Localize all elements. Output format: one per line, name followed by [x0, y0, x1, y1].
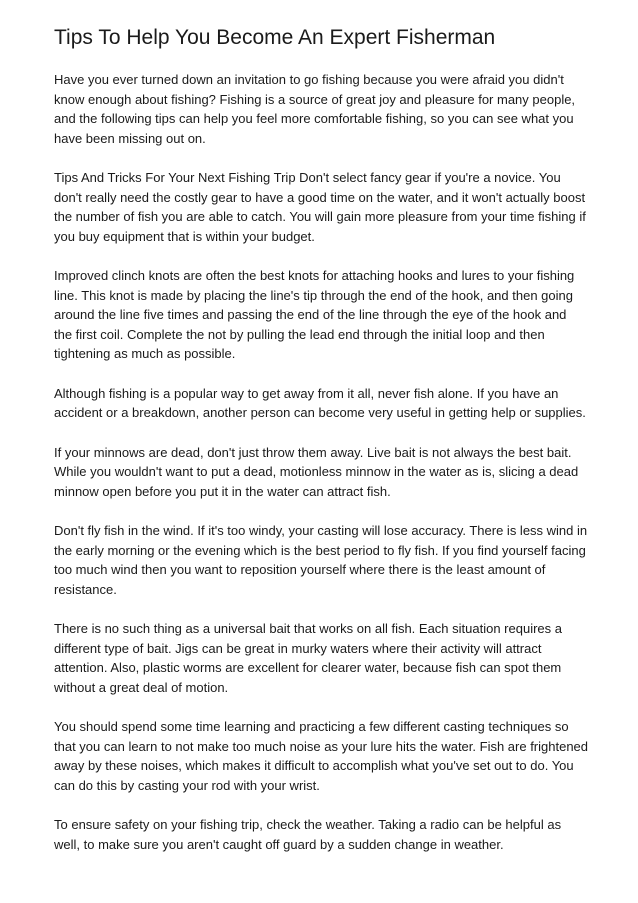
paragraph-weather: To ensure safety on your fishing trip, check the weather. Taking a radio can be helpful as well, to make sure you aren't caught off guard by a sudden change in weather.: [54, 817, 562, 852]
document-title: Tips To Help You Become An Expert Fisherman: [54, 26, 496, 49]
paragraph-gear: Tips And Tricks For Your Next Fishing Trip Don't select fancy gear if you're a novice. You don't really need the costly gear to have a good time on the water, and it won't actually boost the number of fish you are able to catch. You will gain more pleasure from your time fishing if you buy equipment that is within your budget.: [54, 170, 586, 244]
paragraph-clinch-knot: Improved clinch knots are often the best knots for attaching hooks and lures to your fishing line. This knot is made by placing the line's tip through the end of the hook, and then going around the line five times and passing the end of the line through the eye of the hook and the first coil. Complete the not by pulling the lead end through the initial loop and then tightening as much as possible.: [54, 268, 575, 361]
paragraph-casting: You should spend some time learning and practicing a few different casting techniques so that you can learn to not make too much noise as your lure hits the water. Fish are frightened away by these noises, which makes it difficult to accomplish what you've set out to do. You can do this by casting your rod with your wrist.: [54, 719, 589, 793]
paragraph-dead-minnows: If your minnows are dead, don't just throw them away. Live bait is not always the best bait. While you wouldn't want to put a dead, motionless minnow in the water as is, slicing a dead minnow open before you put it in the water can attract fish.: [54, 444, 579, 499]
paragraph-wind: Don't fly fish in the wind. If it's too windy, your casting will lose accuracy. There is less wind in the early morning or the evening which is the best period to fly fish. If you find yourself facing too much wind then you want to reposition yourself where there is the least amount of resistance.: [54, 523, 588, 597]
paragraph-bait: There is no such thing as a universal bait that works on all fish. Each situation requires a different type of bait. Jigs can be great in murky waters where their activity will attract attention. Also, plastic worms are excellent for clearer water, because fish can spot them without a great deal of motion.: [54, 621, 562, 695]
paragraph-intro: Have you ever turned down an invitation to go fishing because you were afraid you didn't know enough about fishing? Fishing is a source of great joy and pleasure for many people, and the following tips can help you feel more comfortable fishing, so you can see what you have been missing out on.: [54, 72, 576, 146]
paragraph-never-alone: Although fishing is a popular way to get away from it all, never fish alone. If you have an accident or a breakdown, another person can become very useful in getting help or supplies.: [54, 385, 586, 420]
document-body: [54, 70, 588, 874]
